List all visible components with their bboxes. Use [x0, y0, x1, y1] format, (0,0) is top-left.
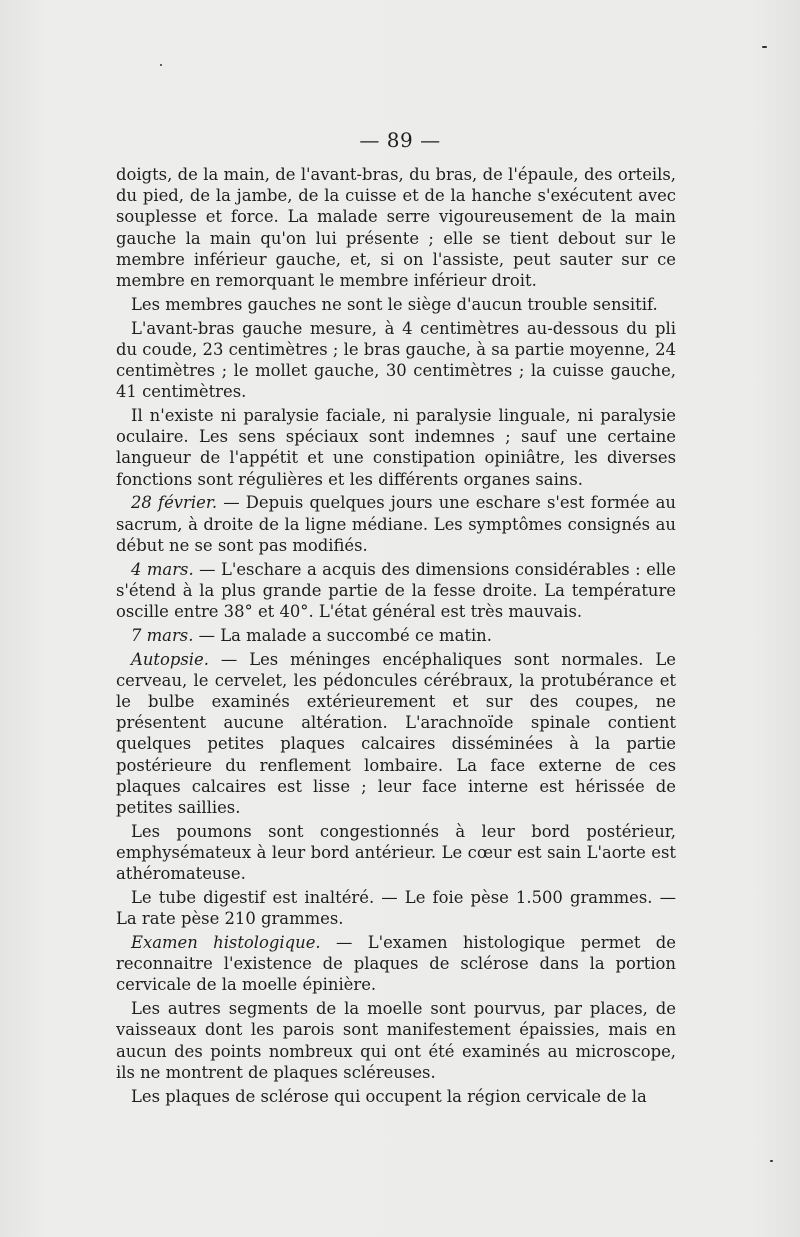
scan-speck [762, 46, 767, 48]
paragraph-text: — L'examen histologique permet de reconnaitre l'existence de plaques de sclérose dans la portion cervicale de la moelle épinière. [116, 933, 676, 995]
paragraph [116, 492, 676, 556]
paragraph-lead: 7 mars. [131, 625, 194, 645]
paragraph [116, 887, 676, 929]
paragraph-continued [116, 1086, 676, 1107]
paragraph [116, 821, 676, 885]
paragraph-lead: Autopsie. [131, 649, 209, 669]
paragraph [116, 649, 676, 819]
paragraph-text: Il n'existe ni paralysie faciale, ni paralysie linguale, ni paralysie oculaire. Les sens spéciaux sont indemnes ; sauf une certaine langueur de l'appétit et une constipation opiniâtre, les diverses fonctions sont régulières et les différents organes sains. [116, 406, 676, 489]
paragraph-text: Le tube digestif est inaltéré. — Le foie pèse 1.500 grammes. — La rate pèse 210 grammes. [116, 888, 676, 929]
paragraph [116, 405, 676, 490]
paragraph-text: — Les méninges encéphaliques sont normales. Le cerveau, le cervelet, les pédoncules cérébraux, la protubérance et le bulbe examinés extérieurement et sur des coupes, ne présentent aucune altération. L'arachnoïde spinale contient quelques petites plaques calcaires disséminées à la partie postérieure du renflement lombaire. La face externe de ces plaques calcaires est lisse ; leur face interne est hérissée de petites saillies. [116, 649, 676, 818]
paragraph [116, 625, 676, 646]
paragraph [116, 294, 676, 315]
paragraph-text: — Depuis quelques jours une eschare s'est formée au sacrum, à droite de la ligne médiane. Les symptômes consignés au début ne se sont pas modifiés. [116, 493, 676, 555]
paragraph [116, 932, 676, 996]
page-number: — 89 — [359, 128, 441, 152]
paragraph [116, 164, 676, 291]
paragraph-lead: 4 mars. [131, 559, 194, 579]
paragraph-text: Les membres gauches ne sont le siège d'aucun trouble sensitif. [131, 294, 658, 314]
paragraph-lead: Examen histologique. [131, 933, 321, 953]
paragraph [116, 998, 676, 1083]
paragraph-text: doigts, de la main, de l'avant-bras, du bras, de l'épaule, des orteils, du pied, de la jambe, de la cuisse et de la hanche s'exécutent avec souplesse et force. La malade serre vigoureusement de la main gauche la main qu'on lui présente ; elle se tient debout sur le membre inférieur gauche, et, si on l'assiste, peut sauter sur ce membre en remorquant le membre inférieur droit. [116, 165, 676, 291]
paragraph-text: Les poumons sont congestionnés à leur bord postérieur, emphysémateux à leur bord antérieur. Le cœur est sain L'aorte est athéromateuse. [116, 821, 676, 884]
paragraph-text: — La malade a succombé ce matin. [193, 625, 492, 645]
paragraph-text: — L'eschare a acquis des dimensions considérables : elle s'étend à la plus grande partie de la fesse droite. La température oscille entre 38° et 40°. L'état général est très mauvais. [116, 559, 676, 622]
paragraph-text: Les plaques de sclérose qui occupent la région cervicale de la [131, 1086, 647, 1106]
scan-speck [160, 64, 162, 66]
paragraph [116, 318, 676, 403]
body-text [116, 164, 676, 1109]
paragraph-lead: 28 février. [131, 493, 218, 513]
scan-speck [770, 1160, 773, 1162]
paragraph-text: L'avant-bras gauche mesure, à 4 centimètres au-dessous du pli du coude, 23 centimètres ; le bras gauche, à sa partie moyenne, 24 centimètres ; le mollet gauche, 30 centimètres ; la cuisse gauche, 41 centimètres. [116, 318, 676, 402]
paragraph [116, 559, 676, 623]
paragraph-text: Les autres segments de la moelle sont pourvus, par places, de vaisseaux dont les parois sont manifestement épaissies, mais en aucun des points nombreux qui ont été examinés au microscope, ils ne montrent de plaques scléreuses. [116, 999, 676, 1082]
